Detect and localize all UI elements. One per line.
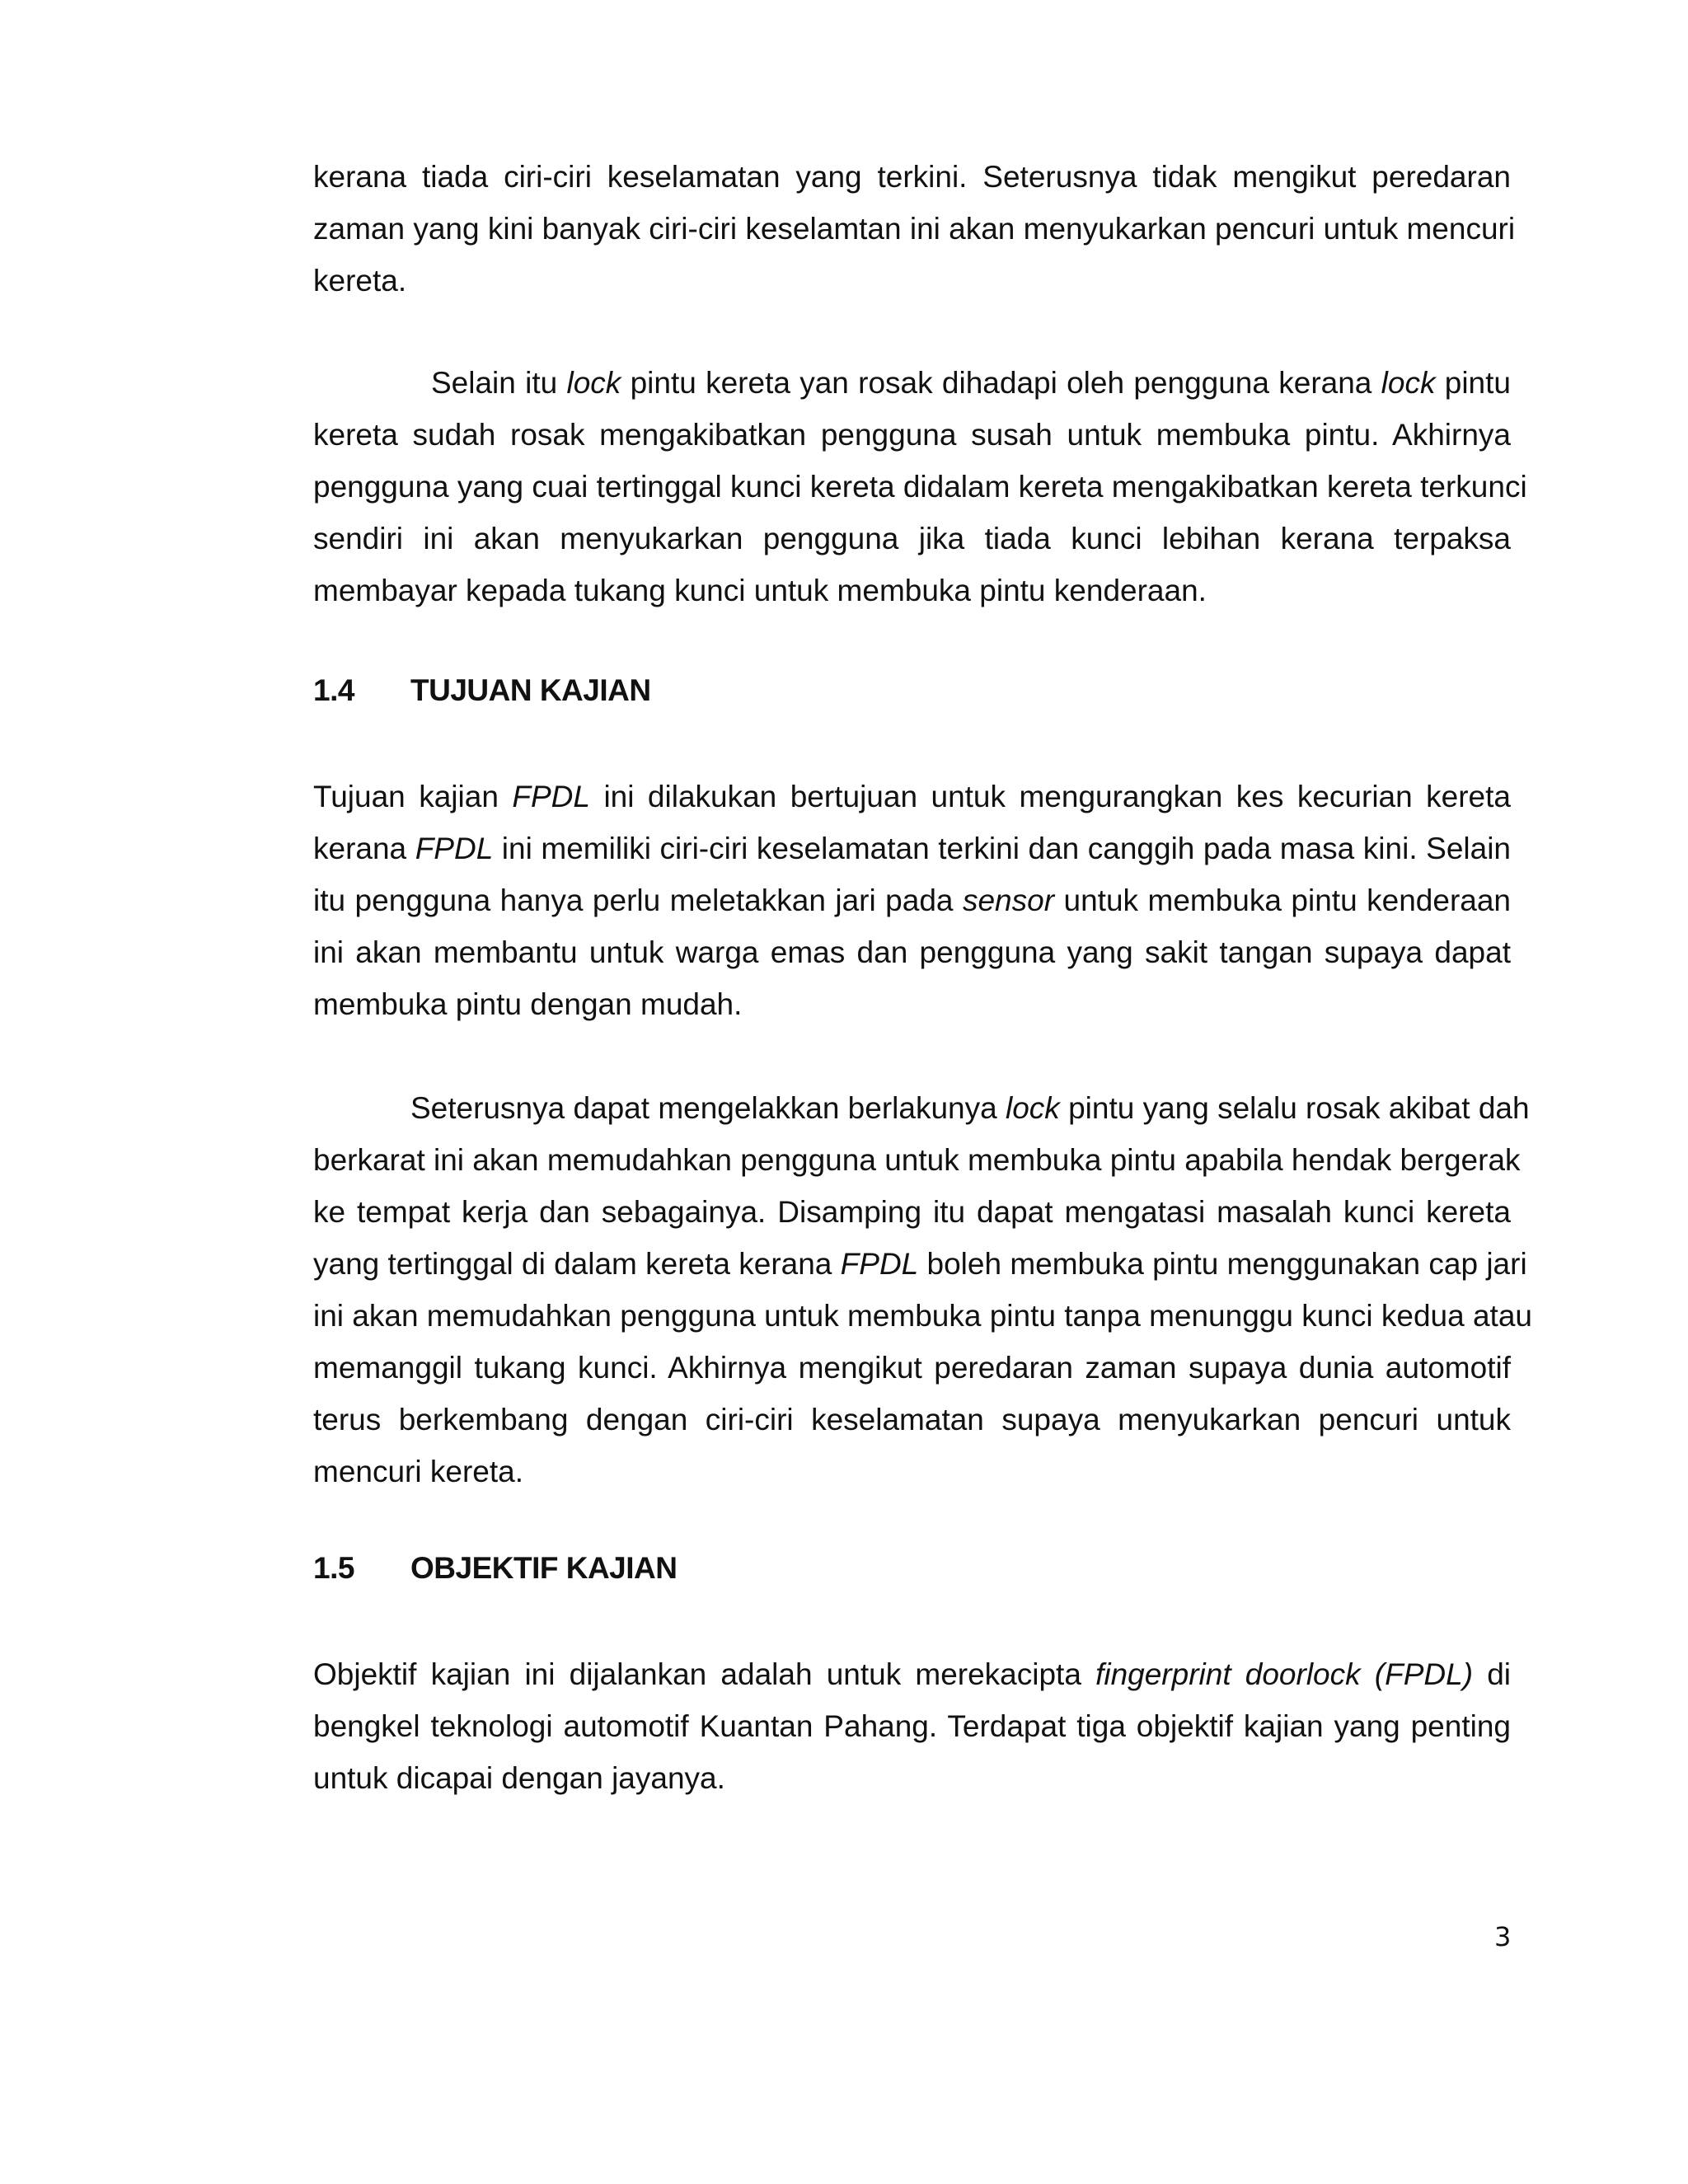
paragraph-line	[313, 823, 1511, 874]
text-run: Objektif kajian ini dijalankan adalah untuk merekacipta	[313, 1657, 1096, 1691]
paragraph-line: mencuri kereta.	[313, 1455, 523, 1488]
paragraph-line: pengguna yang cuai tertinggal kunci kereta didalam kereta mengakibatkan kereta terkunci	[313, 470, 1527, 504]
italic-term: FPDL	[415, 832, 494, 865]
italic-term: sensor	[962, 883, 1055, 917]
paragraph-line	[313, 1648, 1511, 1700]
paragraph-intro-continuation	[313, 151, 1516, 307]
text-run: ini dilakukan bertujuan untuk mengurangkan kes kecurian kereta	[589, 780, 1511, 813]
paragraph-objektif	[313, 1648, 1511, 1804]
paragraph-line: ke tempat kerja dan sebagainya. Disamping itu dapat mengatasi masalah kunci kereta	[313, 1195, 1511, 1229]
paragraph-line: ini akan membantu untuk warga emas dan pengguna yang sakit tangan supaya dapat	[313, 935, 1511, 969]
text-run: ini memiliki ciri-ciri keselamatan terkini dan canggih pada masa kini. Selain	[493, 832, 1511, 865]
text-run: boleh membuka pintu menggunakan cap jari	[918, 1247, 1527, 1281]
paragraph-line: berkarat ini akan memudahkan pengguna untuk membuka pintu apabila hendak bergerak	[313, 1143, 1521, 1177]
section-heading-1-4	[313, 664, 651, 716]
paragraph-line: kereta sudah rosak mengakibatkan pengguna susah untuk membuka pintu. Akhirnya	[313, 418, 1511, 452]
text-run: kerana	[313, 832, 415, 865]
section-title: TUJUAN KAJIAN	[410, 673, 651, 707]
italic-term: FPDL	[840, 1247, 919, 1281]
paragraph-line	[313, 357, 1511, 409]
text-run: pintu kereta yan rosak dihadapi oleh pengguna kerana	[621, 366, 1381, 400]
italic-term: FPDL	[512, 780, 590, 813]
italic-term: lock	[566, 366, 621, 400]
paragraph-line: ini akan memudahkan pengguna untuk membuka pintu tanpa menunggu kunci kedua atau	[313, 1299, 1532, 1333]
text-run: Seterusnya dapat mengelakkan berlakunya	[410, 1091, 1006, 1125]
section-number: 1.5	[313, 1551, 354, 1585]
page-number: 3	[1494, 1921, 1512, 1952]
text-run: Selain itu	[431, 366, 567, 400]
paragraph-line	[313, 874, 1511, 926]
text-run: itu pengguna hanya perlu meletakkan jari pada	[313, 883, 963, 917]
text-run: Tujuan kajian	[313, 780, 513, 813]
paragraph-line: memanggil tukang kunci. Akhirnya mengikut peredaran zaman supaya dunia automotif	[313, 1351, 1511, 1385]
italic-term: lock	[1005, 1091, 1060, 1125]
paragraph-seterusnya	[313, 1082, 1532, 1497]
paragraph-line: zaman yang kini banyak ciri-ciri keselamtan ini akan menyukarkan pencuri untuk mencuri	[313, 212, 1516, 246]
paragraph-line: membuka pintu dengan mudah.	[313, 987, 743, 1021]
paragraph-line	[313, 771, 1511, 823]
text-run: di	[1473, 1657, 1511, 1691]
paragraph-line: membayar kepada tukang kunci untuk membuka pintu kenderaan.	[313, 574, 1207, 607]
paragraph-line: terus berkembang dengan ciri-ciri keselamatan supaya menyukarkan pencuri untuk	[313, 1403, 1511, 1436]
text-run: pintu	[1435, 366, 1511, 400]
paragraph-lock-problem	[313, 357, 1527, 616]
paragraph-line: untuk dicapai dengan jayanya.	[313, 1761, 725, 1795]
section-heading-1-5	[313, 1542, 677, 1594]
text-run: yang tertinggal di dalam kereta kerana	[313, 1247, 841, 1281]
text-run: pintu yang selalu rosak akibat dah	[1059, 1091, 1530, 1125]
paragraph-line: kerana tiada ciri-ciri keselamatan yang terkini. Seterusnya tidak mengikut peredaran	[313, 160, 1511, 194]
paragraph-line: kereta.	[313, 264, 407, 298]
text-run: untuk membuka pintu kenderaan	[1054, 883, 1511, 917]
paragraph-line: sendiri ini akan menyukarkan pengguna jika tiada kunci lebihan kerana terpaksa	[313, 522, 1511, 555]
section-title: OBJEKTIF KAJIAN	[410, 1551, 678, 1585]
paragraph-tujuan	[313, 771, 1511, 1030]
section-number: 1.4	[313, 673, 354, 707]
italic-term: fingerprint doorlock (FPDL)	[1095, 1657, 1474, 1691]
paragraph-line: bengkel teknologi automotif Kuantan Pahang. Terdapat tiga objektif kajian yang penting	[313, 1709, 1511, 1743]
paragraph-line	[313, 1238, 1527, 1290]
italic-term: lock	[1381, 366, 1436, 400]
paragraph-line	[313, 1082, 1530, 1134]
